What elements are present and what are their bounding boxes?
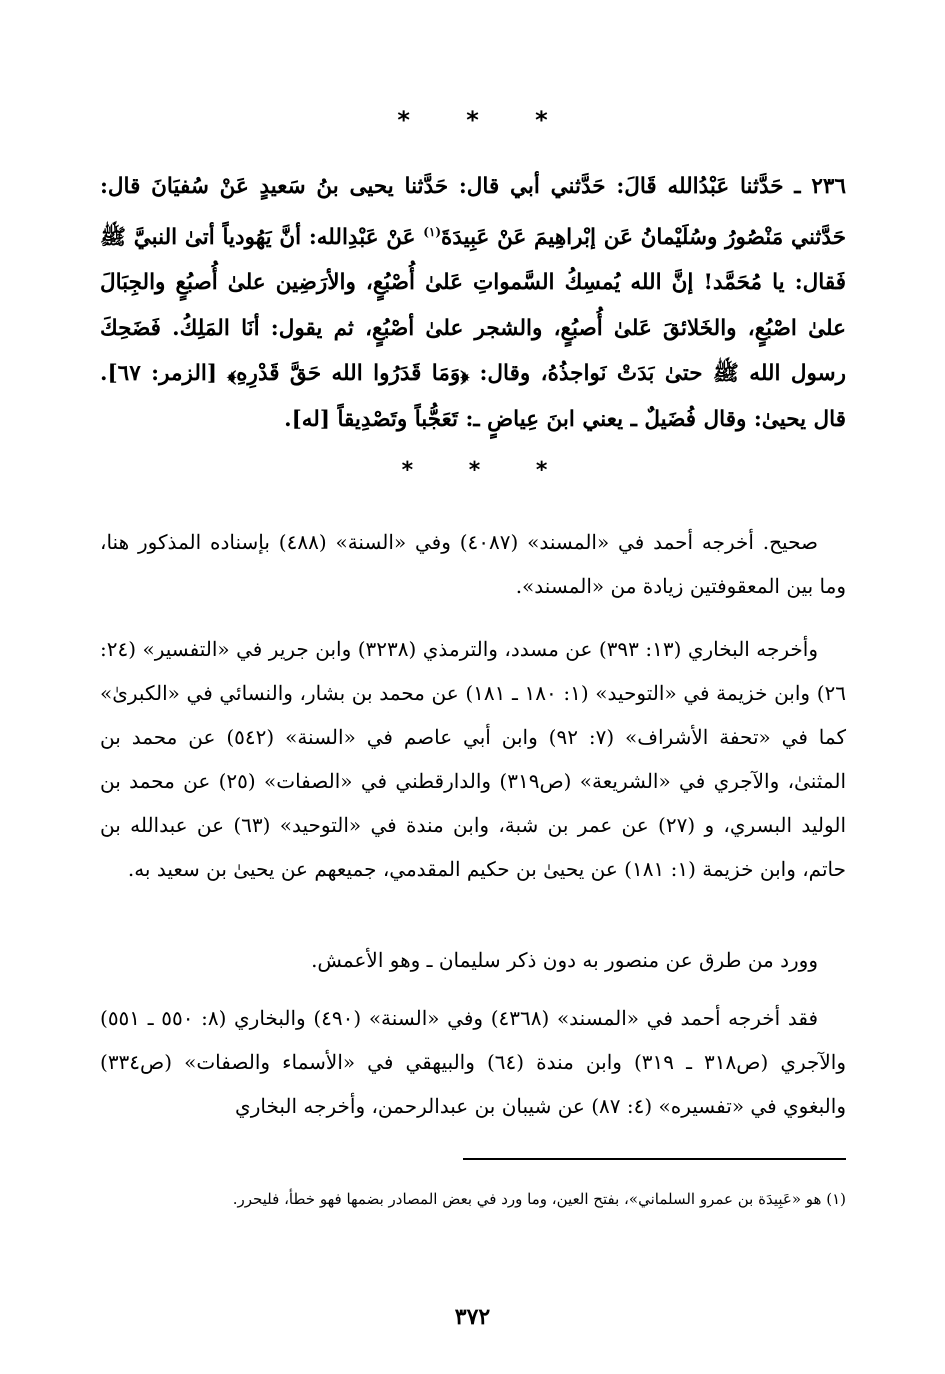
section-separator: * * *: [401, 458, 572, 483]
commentary-text: وأخرجه البخاري (١٣: ٣٩٣) عن مسدد، والترمذي (٣٢٣٨) وابن جرير في «التفسير» (٢٤: ٢٦) وابن خزيمة في «التوحيد» (١: ١٨٠ ـ ١٨١) عن محمد بن بشار، والنسائي في «الكبرىٰ» كما في «تحفة الأشراف» (٧: ٩٢) وابن أبي عاصم في «السنة» (٥٤٢) عن محمد بن المثنىٰ، والآجري في «الشريعة» (ص٣١٩) والدارقطني في «الصفات» (٢٥) عن محمد بن الوليد البسري، و (٢٧) عن عمر بن شبة، وابن مندة في «التوحيد» (٦٣) عن عبدالله بن حاتم، وابن خزيمة (١: ١٨١) عن يحيىٰ بن حكيم المقدمي، جميعهم عن يحيىٰ بن سعيد به.: [100, 637, 846, 881]
footnote-reference[interactable]: (١): [423, 224, 442, 239]
commentary-paragraph: [100, 938, 846, 982]
page-number: ٣٧٢: [454, 1304, 491, 1330]
footnote-divider: [463, 1158, 846, 1160]
hadith-paragraph: [100, 164, 846, 442]
hadith-text-part-2: عَنْ عَبْدِالله: أنَّ يَهُودياً أتىٰ النبيَّ ﷺ فَقال: يا مُحَمَّد! إنَّ الله يُمسِكُ السَّمواتِ عَلىٰ أُصْبُعٍ، والأرَضِين علىٰ أُصبُعٍ والجِبَالَ علىٰ اصْبُعٍ، والخَلائقَ عَلىٰ أُصبُعٍ، والشجر علىٰ أصْبُعٍ، ثم يقول: أنَا المَلِكُ. فَضَحِكَ رسول الله ﷺ حتىٰ بَدَتْ نَواجذُهُ، وقال: ﴿وَمَا قَدَرُوا الله حَقَّ قَدْرِهِ﴾ [الزمر: ٦٧]. قال يحيىٰ: وقال فُضَيلٌ ـ يعني ابنَ عِياضٍ ـ: تَعَجُّباً وتَصْدِيقاً [له].: [100, 224, 846, 432]
section-separator: * * *: [397, 106, 572, 134]
commentary-text: صحيح. أخرجه أحمد في «المسند» (٤٠٨٧) وفي «السنة» (٤٨٨) بإسناده المذكور هنا، وما بين المعقوفتين زيادة من «المسند».: [100, 530, 846, 598]
commentary-text: فقد أخرجه أحمد في «المسند» (٤٣٦٨) وفي «السنة» (٤٩٠) والبخاري (٨: ٥٥٠ ـ ٥٥١) والآجري (ص٣١٨ ـ ٣١٩) وابن مندة (٦٤) والبيهقي في «الأسماء والصفات» (ص٣٣٤) والبغوي في «تفسيره» (٤: ٨٧) عن شيبان بن عبدالرحمن، وأخرجه البخاري: [100, 1006, 847, 1118]
commentary-paragraph: [100, 520, 846, 608]
hadith-text-part-1: ـ حَدَّثنا عَبْدُالله قَالَ: حَدَّثني أبي قال: حَدَّثنا يحيى بنُ سَعيدٍ عَنْ سُفيَانَ قال: حَدَّثني مَنْصُورُ وسُلَيْمانُ عَن إبْراهِيمَ عَنْ عَبِيدَةَ: [100, 174, 846, 250]
footnote: (١) هو «عَبِيدَة بن عمرو السلماني»، بفتح العين، وما ورد في بعض المصادر بضمها فهو خطأ، فليحرر.: [232, 1190, 846, 1208]
commentary-paragraph: [100, 627, 846, 891]
commentary-paragraph: [100, 996, 846, 1128]
commentary-text: وورد من طرق عن منصور به دون ذكر سليمان ـ وهو الأعمش.: [311, 948, 818, 972]
hadith-number: ٢٣٦: [811, 174, 846, 199]
